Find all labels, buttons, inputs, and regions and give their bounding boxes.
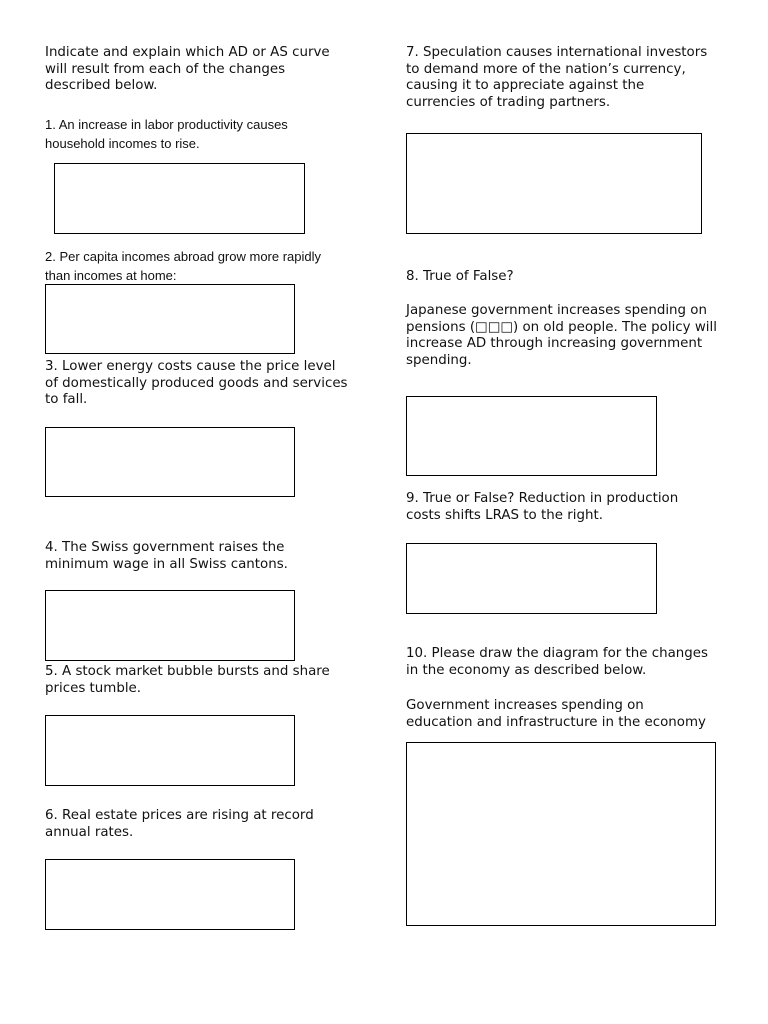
question-8-body: Japanese government increases spending on pensions (□□□) on old people. The policy will increase AD through increasing government spending.	[406, 303, 717, 368]
question-1: 1. An increase in labor productivity causes household incomes to rise.	[45, 117, 288, 151]
question-3: 3. Lower energy costs cause the price level of domestically produced goods and services to fall.	[45, 359, 348, 408]
answer-box-8[interactable]	[406, 396, 657, 476]
answer-box-3[interactable]	[45, 427, 295, 497]
question-8-title: 8. True of False?	[406, 269, 514, 284]
question-2: 2. Per capita incomes abroad grow more rapidly than incomes at home:	[45, 249, 322, 283]
answer-box-7[interactable]	[406, 133, 702, 234]
question-7: 7. Speculation causes international investors to demand more of the nation’s currency, causing it to appreciate against the currencies of trading partners.	[406, 45, 708, 110]
question-10-body: Government increases spending on education and infrastructure in the economy	[406, 698, 706, 730]
instructions: Indicate and explain which AD or AS curve will result from each of the changes described below.	[45, 45, 330, 94]
answer-box-1[interactable]	[54, 163, 305, 234]
question-6: 6. Real estate prices are rising at record annual rates.	[45, 808, 314, 840]
question-4: 4. The Swiss government raises the minimum wage in all Swiss cantons.	[45, 540, 288, 572]
answer-box-5[interactable]	[45, 715, 295, 786]
question-5: 5. A stock market bubble bursts and share prices tumble.	[45, 664, 330, 696]
question-10-title: 10. Please draw the diagram for the changes in the economy as described below.	[406, 646, 709, 678]
diagram-box-10[interactable]	[406, 742, 716, 926]
answer-box-2[interactable]	[45, 284, 295, 354]
answer-box-4[interactable]	[45, 590, 295, 661]
question-9: 9. True or False? Reduction in production costs shifts LRAS to the right.	[406, 491, 679, 523]
answer-box-6[interactable]	[45, 859, 295, 930]
answer-box-9[interactable]	[406, 543, 657, 614]
